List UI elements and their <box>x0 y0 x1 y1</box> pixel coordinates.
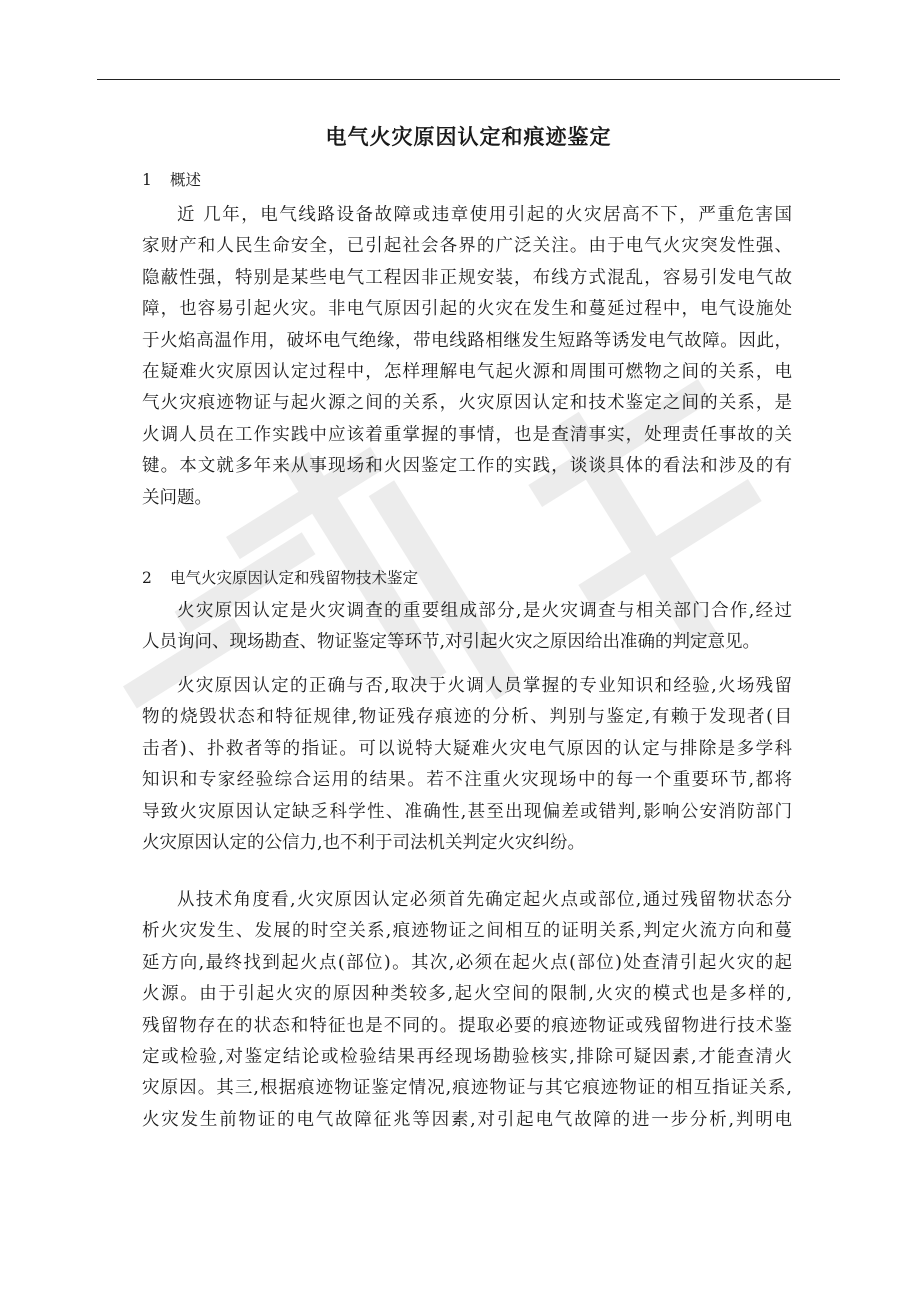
text-line: 障，也容易引起火灾。非电气原因引起的火灾在发生和蔓延过程中，电气设施处 <box>142 299 792 320</box>
text-line: 析火灾发生、发展的时空关系,痕迹物证之间相互的证明关系,判定火流方向和蔓 <box>142 921 792 942</box>
text-line: 从技术角度看,火灾原因认定必须首先确定起火点或部位,通过残留物状态分 <box>177 890 792 910</box>
text-line: 火源。由于引起火灾的原因种类较多,起火空间的限制,火灾的模式也是多样的, <box>142 984 792 1005</box>
text-line: 灾原因。其三,根据痕迹物证鉴定情况,痕迹物证与其它痕迹物证的相互指证关系, <box>142 1078 792 1099</box>
paragraph <box>142 885 792 1136</box>
text-line: 家财产和人民生命安全，已引起社会各界的广泛关注。由于电气火灾突发性强、 <box>142 236 792 257</box>
text-line: 键。本文就多年来从事现场和火因鉴定工作的实践，谈谈具体的看法和涉及的有 <box>142 456 792 477</box>
text-line: 于火焰高温作用，破坏电气绝缘，带电线路相继发生短路等诱发电气故障。因此， <box>142 330 792 351</box>
paragraph <box>142 200 792 514</box>
text-line: 击者)、扑救者等的指证。可以说特大疑难火灾电气原因的认定与排除是多学科 <box>142 738 792 759</box>
paragraph <box>142 671 792 859</box>
text-line: 近 几年，电气线路设备故障或违章使用引起的火灾居高不下，严重危害国 <box>177 205 792 225</box>
section-title: 电气火灾原因认定和残留物技术鉴定 <box>170 569 419 587</box>
text-line: 物的烧毁状态和特征规律,物证残存痕迹的分析、判别与鉴定,有赖于发现者(目 <box>142 707 792 728</box>
text-line: 延方向,最终找到起火点(部位)。其次,必须在起火点(部位)处查清引起火灾的起 <box>142 952 792 973</box>
text-line: 火灾发生前物证的电气故障征兆等因素,对引起电气故障的进一步分析,判明电 <box>142 1109 792 1130</box>
text-line: 人员询问、现场勘查、物证鉴定等环节,对引起火灾之原因给出准确的判定意见。 <box>142 632 761 653</box>
document-title: 电气火灾原因认定和痕迹鉴定 <box>325 124 612 149</box>
section-heading-2 <box>142 567 418 589</box>
text-line: 火调人员在工作实践中应该着重掌握的事情，也是查清事实，处理责任事故的关 <box>142 424 792 445</box>
text-line: 隐蔽性强，特别是某些电气工程因非正规安装，布线方式混乱，容易引发电气故 <box>142 267 792 288</box>
text-line: 残留物存在的状态和特征也是不同的。提取必要的痕迹物证或残留物进行技术鉴 <box>142 1015 792 1036</box>
section-heading-1 <box>142 169 201 191</box>
text-line: 火灾原因认定是火灾调查的重要组成部分,是火灾调查与相关部门合作,经过 <box>177 601 792 621</box>
text-line: 火灾原因认定的正确与否,取决于火调人员掌握的专业知识和经验,火场残留 <box>177 676 792 696</box>
text-line: 关问题。 <box>142 487 212 508</box>
section-number: 1 <box>142 171 152 189</box>
text-line: 定或检验,对鉴定结论或检验结果再经现场勘验核实,排除可疑因素,才能查清火 <box>142 1046 792 1067</box>
text-line: 导致火灾原因认定缺乏科学性、准确性,甚至出现偏差或错判,影响公安消防部门 <box>142 801 792 822</box>
text-line: 在疑难火灾原因认定过程中，怎样理解电气起火源和周围可燃物之间的关系，电 <box>142 361 792 382</box>
text-line: 火灾原因认定的公信力,也不利于司法机关判定火灾纠纷。 <box>142 832 586 853</box>
text-line: 知识和专家经验综合运用的结果。若不注重火灾现场中的每一个重要环节,都将 <box>142 770 792 791</box>
text-line: 气火灾痕迹物证与起火源之间的关系，火灾原因认定和技术鉴定之间的关系，是 <box>142 393 792 414</box>
header-rule <box>97 79 840 80</box>
paragraph <box>142 596 792 659</box>
section-title: 概述 <box>170 171 202 189</box>
section-number: 2 <box>142 569 152 587</box>
